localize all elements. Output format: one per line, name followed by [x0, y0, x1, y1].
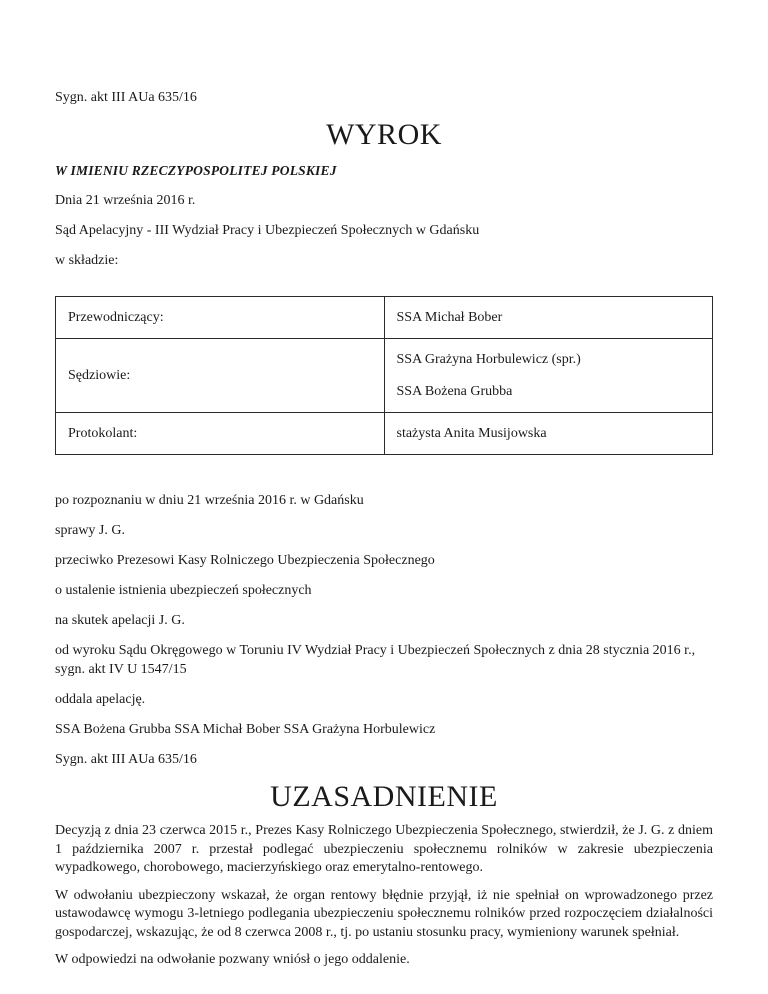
judgment-line: po rozpoznaniu w dniu 21 września 2016 r. w Gdańsku [55, 493, 364, 508]
judgment-title: WYROK [326, 118, 442, 151]
panel-role-label [56, 339, 385, 413]
reasoning-title: UZASADNIENIE [270, 780, 498, 813]
case-signature-line: Sygn. akt III AUa 635/16 [55, 90, 197, 105]
court-line: Sąd Apelacyjny - III Wydział Pracy i Ubezpieczeń Społecznych w Gdańsku [55, 223, 480, 238]
panel-member-cell [384, 339, 713, 413]
reasoning-paragraph: W odwołaniu ubezpieczony wskazał, że organ rentowy błędnie przyjął, iż nie spełniał on wprowadzonego przez ustawodawcę wymogu 3-letniego podlegania ubezpieczeniu społecznemu rolników przed rozpoczęciem działalności gospodarczej, wskazując, że od 8 czerwca 2008 r., tj. po ustaniu stosunku pracy, wymieniony warunek spełniał. [55, 887, 713, 940]
table-row [56, 413, 713, 455]
panel-role-text: Protokolant: [68, 426, 138, 441]
judgment-line: przeciwko Prezesowi Kasy Rolniczego Ubezpieczenia Społecznego [55, 553, 435, 568]
panel-table [55, 296, 713, 455]
judgment-line: o ustalenie istnienia ubezpieczeń społecznych [55, 583, 312, 598]
judgment-line: od wyroku Sądu Okręgowego w Toruniu IV Wydział Pracy i Ubezpieczeń Społecznych z dnia 28 stycznia 2016 r., sygn. akt IV U 1547/15 [55, 643, 696, 677]
reasoning-paragraph: W odpowiedzi na odwołanie pozwany wniósł o jego oddalenie. [55, 952, 410, 967]
judgment-line: na skutek apelacji J. G. [55, 613, 185, 628]
panel-member-name: SSA Grażyna Horbulewicz (spr.) [396, 352, 581, 367]
panel-member-cell [384, 297, 713, 339]
date-line: Dnia 21 września 2016 r. [55, 193, 196, 208]
in-the-name-line: W IMIENIU RZECZYPOSPOLITEJ POLSKIEJ [55, 163, 337, 178]
panel-role-text: Przewodniczący: [68, 310, 164, 325]
panel-role-text: Sędziowie: [68, 368, 131, 383]
judgment-ruling-line: oddala apelację. [55, 692, 146, 707]
table-row [56, 297, 713, 339]
panel-role-label [56, 297, 385, 339]
panel-member-name: stażysta Anita Musijowska [396, 426, 547, 441]
panel-role-label [56, 413, 385, 455]
panel-member-name: SSA Michał Bober [396, 310, 503, 325]
panel-member-cell [384, 413, 713, 455]
composition-intro-line: w składzie: [55, 253, 119, 268]
reasoning-paragraph: Decyzją z dnia 23 czerwca 2015 r., Prezes Kasy Rolniczego Ubezpieczenia Społecznego, stwierdził, że J. G. z dniem 1 października 2007 r. przestał podlegać ubezpieczeniu społecznemu rolników w zakresie ubezpieczenia wypadkowego, chorobowego, macierzyńskiego oraz emerytalno-rentowego. [55, 823, 713, 875]
table-row [56, 339, 713, 413]
judgment-line: sprawy J. G. [55, 523, 125, 538]
panel-member-name: SSA Bożena Grubba [396, 384, 513, 399]
case-signature-line: Sygn. akt III AUa 635/16 [55, 752, 197, 767]
judges-signature-line: SSA Bożena Grubba SSA Michał Bober SSA Grażyna Horbulewicz [55, 722, 436, 737]
